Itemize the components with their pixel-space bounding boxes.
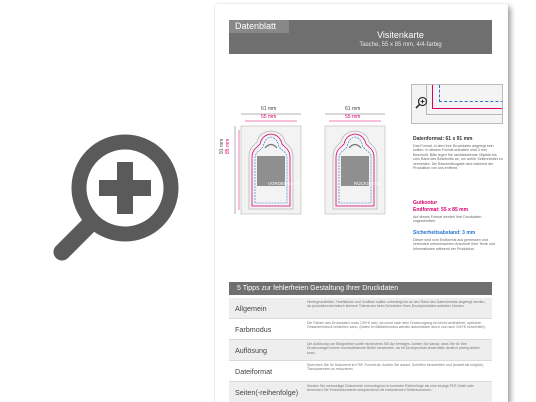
tip-text: Die Auflösung von Bildgrafiken sollte mindestens 300 dpi betragen. Achten Sie darauf, dass Sie für Ihre Druckvorlagen immer hochauflösende Bilder verwenden, da Ihr Druckprodukt andernfalls deutlich pixelig wirken kann. — [307, 342, 480, 355]
zoom-in-icon[interactable] — [48, 118, 218, 288]
tip-text: Die Farben des Druckdaten muss CMYK sein, da sonst nach dem Druckvorgang ein leicht veränderter, optischer Gesamteindruck entstehen kann. (Daten im Bildfarbmodus werden automatisch durch uns nach CMYK konvertiert). — [307, 321, 486, 330]
dim-inner-width-front: 55 mm — [261, 114, 277, 120]
datasheet-page — [215, 4, 508, 402]
tip-row — [229, 298, 492, 319]
page-header — [229, 20, 492, 54]
dim-outer-width-front: 61 mm — [261, 106, 277, 112]
tips-header: 5 Tipps zur fehlerfreien Gestaltung Ihrer Druckdaten — [229, 282, 492, 295]
tip-row — [229, 382, 492, 402]
front-label: VORDERSEITE — [268, 181, 301, 186]
magnifier-plus-icon — [48, 118, 218, 288]
tip-row — [229, 361, 492, 382]
tip-row — [229, 319, 492, 340]
safety-title: Sicherheitsabstand: 3 mm — [413, 230, 476, 236]
front-pocket — [241, 126, 301, 214]
tip-text: Hintergrundbilder, Farbflächen und Grafiken sollten unbedingt bis an den Rand des Datenformats angelegt werden, da produktionstechnisch kleinere Toleranzen beim Schneiden Ihres Druckproduktes auftreten können. — [307, 300, 486, 309]
tip-label: Farbmodus — [235, 325, 272, 334]
back-label: RÜCKSEITE — [354, 181, 380, 186]
pocket-template-diagram — [233, 104, 408, 219]
dim-outer-height: 91 mm — [219, 138, 225, 154]
tips-table — [229, 298, 492, 402]
tip-label: Seiten(-reihenfolge) — [235, 388, 299, 397]
format-title: Datenformat: 61 x 91 mm — [413, 136, 473, 142]
tip-label: Auflösung — [235, 346, 267, 355]
back-pocket — [325, 126, 385, 214]
cut-title-endformat: Endformat: 55 x 85 mm — [413, 207, 469, 213]
page-subtitle: Tasche, 55 x 85 mm, 4/4-farbig — [359, 42, 442, 48]
tip-text: Speichern Sie Ihr Dokument im PDF-Format ab. Achten Sie darauf, Schriften einzubetten und (soweit als möglich) Transparenzen zu reduzieren. — [307, 363, 484, 372]
dim-inner-width-back: 55 mm — [345, 114, 361, 120]
doc-tag: Datenblatt — [229, 20, 289, 33]
dim-outer-width-back: 61 mm — [345, 106, 361, 112]
tip-label: Dateiformat — [235, 367, 273, 376]
format-text: Das Format, in dem Ihre Druckdaten angelegt sein sollten. In diesem Format enthalten sind 3 mm Beschnitt. Bitte legen Sie randabfallende Objekte bis zum Rand des Beschnitts an, um weiße Seitenränder zu vermeiden. Die Beschnittzugabe wird während der Produktion von uns entfernt. — [413, 144, 503, 171]
tip-text: Senden Sie mehrseitige Dokumente chronologisch in korrekter Reihenfolge als eine einzige PDF-Datei oder benennen Sie Einzeldokumente entsprechend mit fortlaufenden Seitennummern. — [307, 384, 475, 393]
dim-inner-height: 85 mm — [225, 138, 231, 154]
zoom-in-icon[interactable] — [415, 96, 428, 109]
cut-title: Gutkontur — [413, 200, 438, 206]
format-detail-image — [411, 84, 503, 124]
legend-panel — [411, 84, 503, 274]
tip-row — [229, 340, 492, 361]
cut-text: Auf dieses Format werden Ihre Druckdaten zugeschnitten. — [413, 215, 482, 224]
tip-label: Allgemein — [235, 304, 267, 313]
safety-text: Dieser wird vom Endformat aus gemessen und verhindert unerwünschten Anschnitt Ihrer Texte und Informationen während der Produktion. — [413, 238, 495, 251]
page-title: Visitenkarte — [377, 30, 424, 40]
